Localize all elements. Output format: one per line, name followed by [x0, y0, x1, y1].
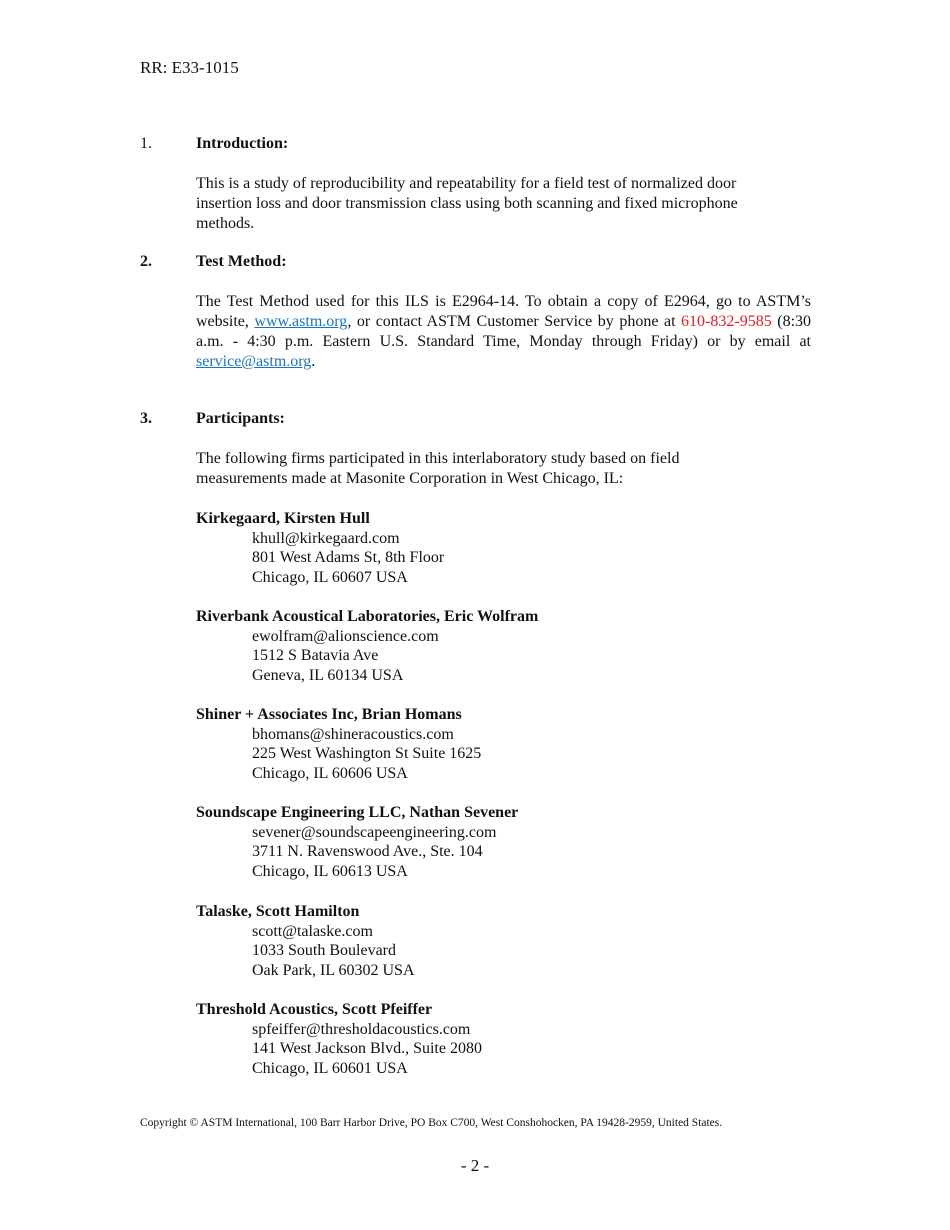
firm-entry	[196, 705, 481, 783]
firm-email: spfeiffer@thresholdacoustics.com	[252, 1020, 471, 1038]
section-1-title: Introduction:	[196, 135, 289, 152]
firm-name: Kirkegaard, Kirsten Hull	[196, 510, 370, 527]
header-label: RR:	[140, 58, 168, 77]
section-2-title: Test Method:	[196, 253, 287, 270]
section-3-number: 3.	[140, 410, 152, 427]
firm-address-line1: 141 West Jackson Blvd., Suite 2080	[252, 1040, 482, 1058]
firm-name: Shiner + Associates Inc, Brian Homans	[196, 706, 462, 723]
firm-name: Talaske, Scott Hamilton	[196, 903, 360, 920]
section-3-text: The following firms participated in this interlaboratory study based on field measurements made at Masonite Corporation in West Chicago, IL:	[196, 450, 680, 487]
report-header	[140, 58, 239, 78]
firm-entry	[196, 509, 444, 587]
section-2-text	[196, 292, 811, 372]
method-text-b: , or contact ASTM Customer Service by phone at	[347, 313, 682, 330]
page-number: - 2 -	[460, 1156, 490, 1175]
method-text-a: The Test Method used for this ILS is E2964-14. To obtain a copy of E2964, go to ASTM’s website,	[196, 293, 811, 330]
phone-number[interactable]: 610-832-9585	[681, 313, 772, 330]
section-2-number: 2.	[140, 253, 152, 270]
firm-address-line1: 1033 South Boulevard	[252, 942, 396, 960]
firm-address-line2: Chicago, IL 60613 USA	[252, 862, 408, 880]
firm-name: Threshold Acoustics, Scott Pfeiffer	[196, 1001, 433, 1018]
method-text-d: .	[311, 353, 316, 370]
section-1-number: 1.	[140, 135, 152, 152]
method-text-c: (8:30 a.m. - 4:30 p.m. Eastern U.S. Standard Time, Monday through Friday) or by email at	[196, 313, 812, 350]
astm-website-link[interactable]: www.astm.org	[254, 313, 348, 330]
firm-address-line1: 225 West Washington St Suite 1625	[252, 745, 482, 763]
firm-address-line2: Chicago, IL 60607 USA	[252, 568, 408, 586]
firm-address-line1: 3711 N. Ravenswood Ave., Ste. 104	[252, 843, 483, 861]
firm-address-line2: Chicago, IL 60606 USA	[252, 764, 408, 782]
firm-name: Soundscape Engineering LLC, Nathan Sevener	[196, 804, 519, 821]
header-code: E33-1015	[171, 58, 239, 77]
firm-entry	[196, 902, 415, 980]
firm-entry	[196, 803, 518, 881]
section-3-title: Participants:	[196, 410, 285, 427]
firm-email: sevener@soundscapeengineering.com	[252, 823, 497, 841]
firm-email: bhomans@shineracoustics.com	[252, 725, 454, 743]
firm-address-line1: 1512 S Batavia Ave	[252, 647, 379, 665]
section-1-text: This is a study of reproducibility and repeatability for a field test of normalized door insertion loss and door transmission class using both scanning and fixed microphone methods.	[196, 175, 738, 232]
firm-address-line2: Geneva, IL 60134 USA	[252, 666, 404, 684]
firm-entry	[196, 607, 538, 685]
firm-address-line1: 801 West Adams St, 8th Floor	[252, 549, 445, 567]
firm-address-line2: Oak Park, IL 60302 USA	[252, 961, 415, 979]
firm-address-line2: Chicago, IL 60601 USA	[252, 1059, 408, 1077]
firm-email: scott@talaske.com	[252, 922, 373, 940]
service-email-link[interactable]: service@astm.org	[196, 353, 312, 370]
copyright-footer: Copyright © ASTM International, 100 Barr Harbor Drive, PO Box C700, West Conshohocken, PA 19428-2959, United States.	[140, 1117, 723, 1129]
firm-entry	[196, 1000, 482, 1078]
firm-name: Riverbank Acoustical Laboratories, Eric Wolfram	[196, 608, 539, 625]
firm-email: ewolfram@alionscience.com	[252, 627, 439, 645]
firm-email: khull@kirkegaard.com	[252, 529, 400, 547]
